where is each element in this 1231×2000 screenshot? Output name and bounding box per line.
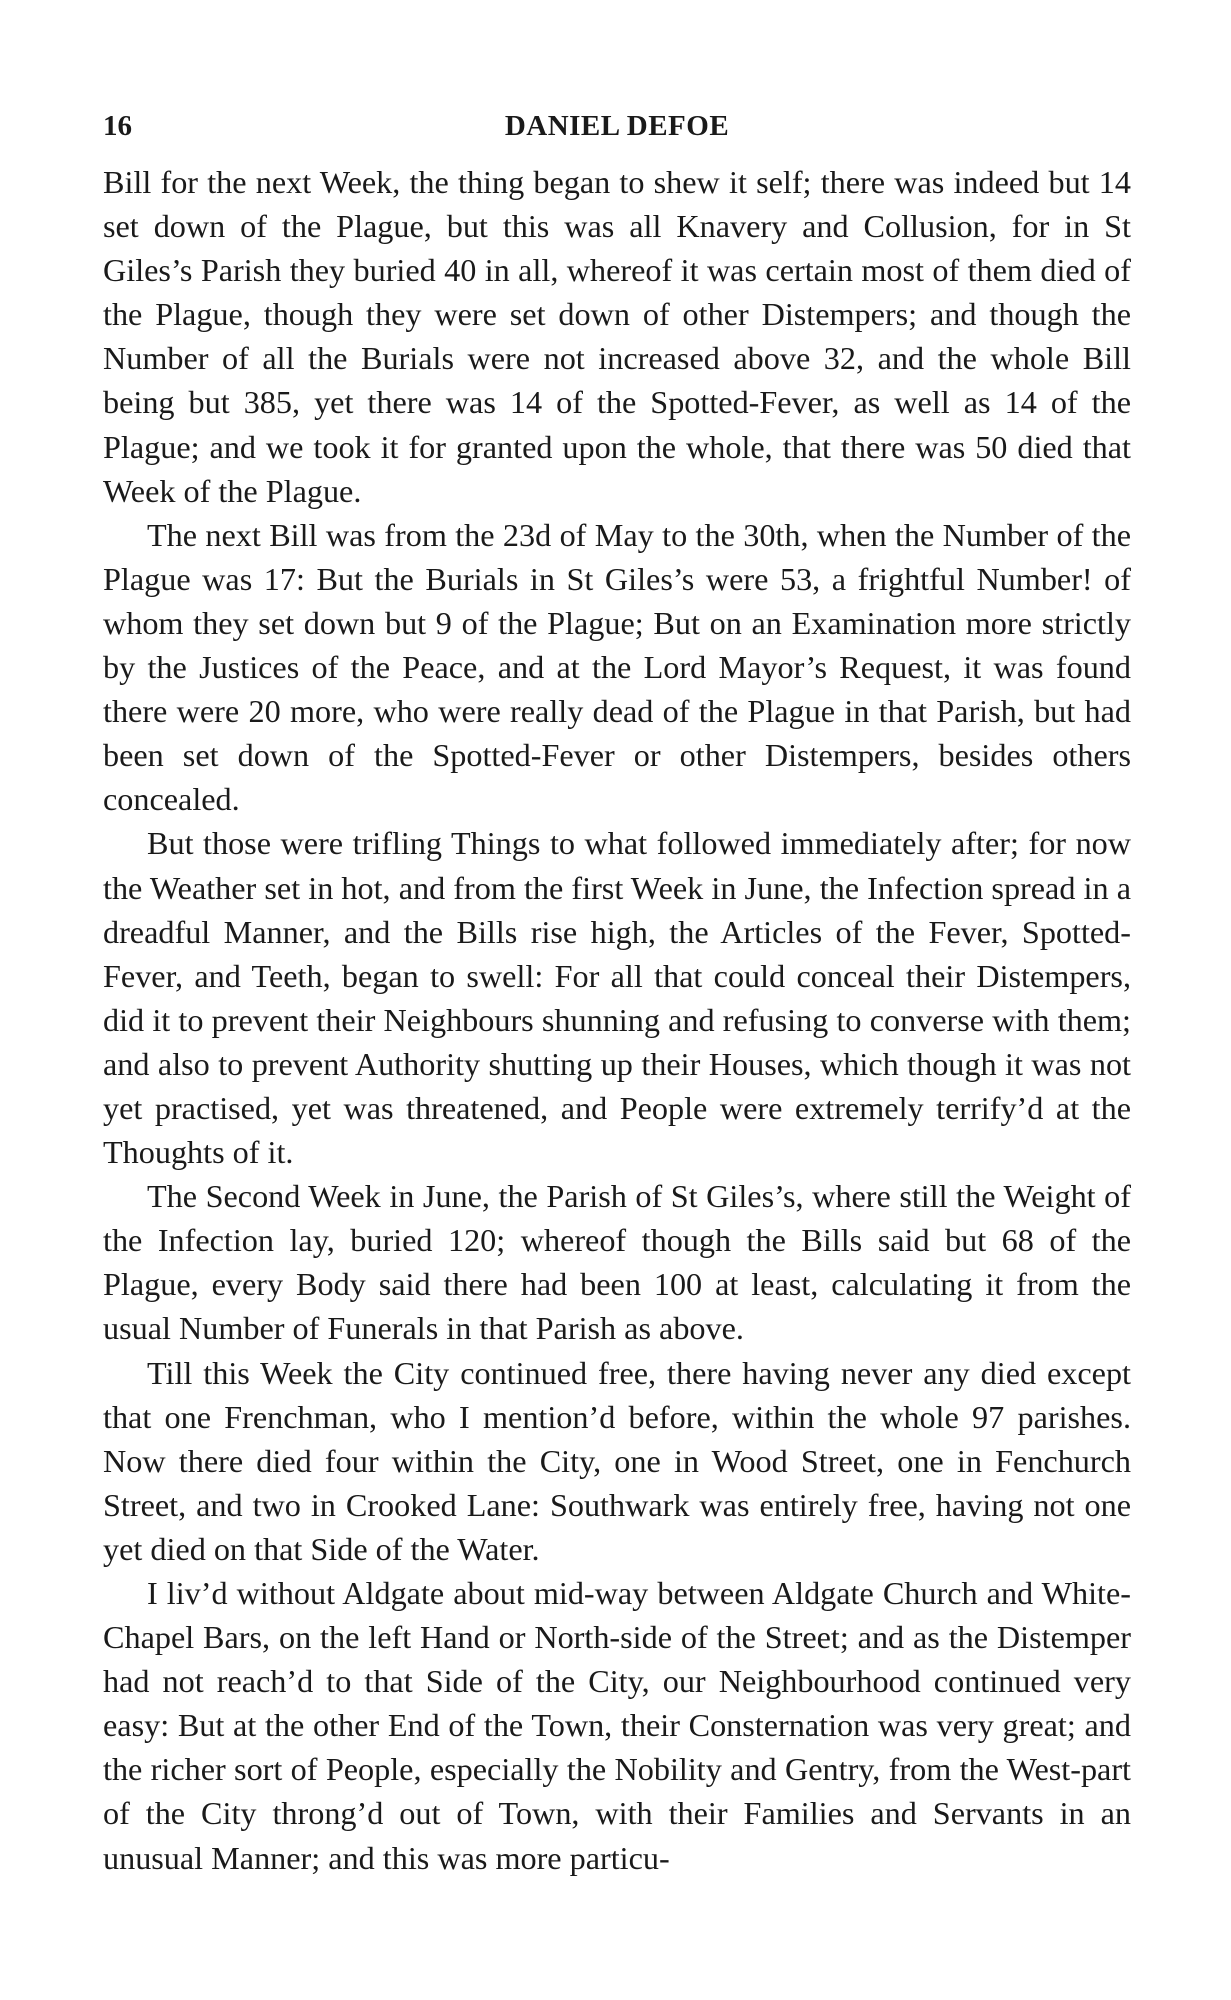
paragraph: I liv’d without Aldgate about mid-way between Aldgate Church and White-Chapel Bars, on the left Hand or North-side of the Street; and as the Distemper had not reach’d to that Side of the City, our Neighbourhood continued very easy: But at the other End of the Town, their Consternation was very great; and the richer sort of People, especially the Nobility and Gentry, from the West-part of the City throng’d out of Town, with their Families and Servants in an unusual Manner; and this was more particu- [103,1575,1131,1876]
paragraph: Till this Week the City continued free, there having never any died except that one Frenchman, who I mention’d before, within the whole 97 parishes. Now there died four within the City, one in Wood Street, one in Fenchurch Street, and two in Crooked Lane: Southwark was entirely free, having not one yet died on that Side of the Water. [103,1354,1131,1567]
paragraph: The Second Week in June, the Parish of St Giles’s, where still the Weight of the Infection lay, buried 120; whereof though the Bills said but 68 of the Plague, every Body said there had been 100 at least, calculating it from the usual Number of Funerals in that Parish as above. [103,1178,1131,1347]
paragraph: But those were trifling Things to what followed immediately after; for now the Weather set in hot, and from the first Week in June, the Infection spread in a dreadful Manner, and the Bills rise high, the Articles of the Fever, Spotted-Fever, and Teeth, began to swell: For all that could conceal their Distempers, did it to prevent their Neighbours shunning and refusing to converse with them; and also to prevent Authority shutting up their Houses, which though it was not yet practised, yet was threatened, and People were extremely terrify’d at the Thoughts of it. [103,825,1131,1171]
paragraph: Bill for the next Week, the thing began to shew it self; there was indeed but 14 set down of the Plague, but this was all Knavery and Collusion, for in St Giles’s Parish they buried 40 in all, whereof it was certain most of them died of the Plague, though they were set down of other Distempers; and though the Number of all the Burials were not increased above 32, and the whole Bill being but 385, yet there was 14 of the Spotted-Fever, as well as 14 of the Plague; and we took it for granted upon the whole, that there was 50 died that Week of the Plague. [103,164,1131,509]
page-header [103,106,1131,146]
page-number: 16 [103,110,132,142]
body-text [103,160,1131,1880]
paragraph: The next Bill was from the 23d of May to the 30th, when the Number of the Plague was 17: But the Burials in St Giles’s were 53, a frightful Number! of whom they set down but 9 of the Plague; But on an Examination more strictly by the Justices of the Peace, and at the Lord Mayor’s Request, it was found there were 20 more, who were really dead of the Plague in that Parish, but had been set down of the Spotted-Fever or other Distempers, besides others concealed. [103,516,1131,818]
running-head: DANIEL DEFOE [504,110,730,142]
